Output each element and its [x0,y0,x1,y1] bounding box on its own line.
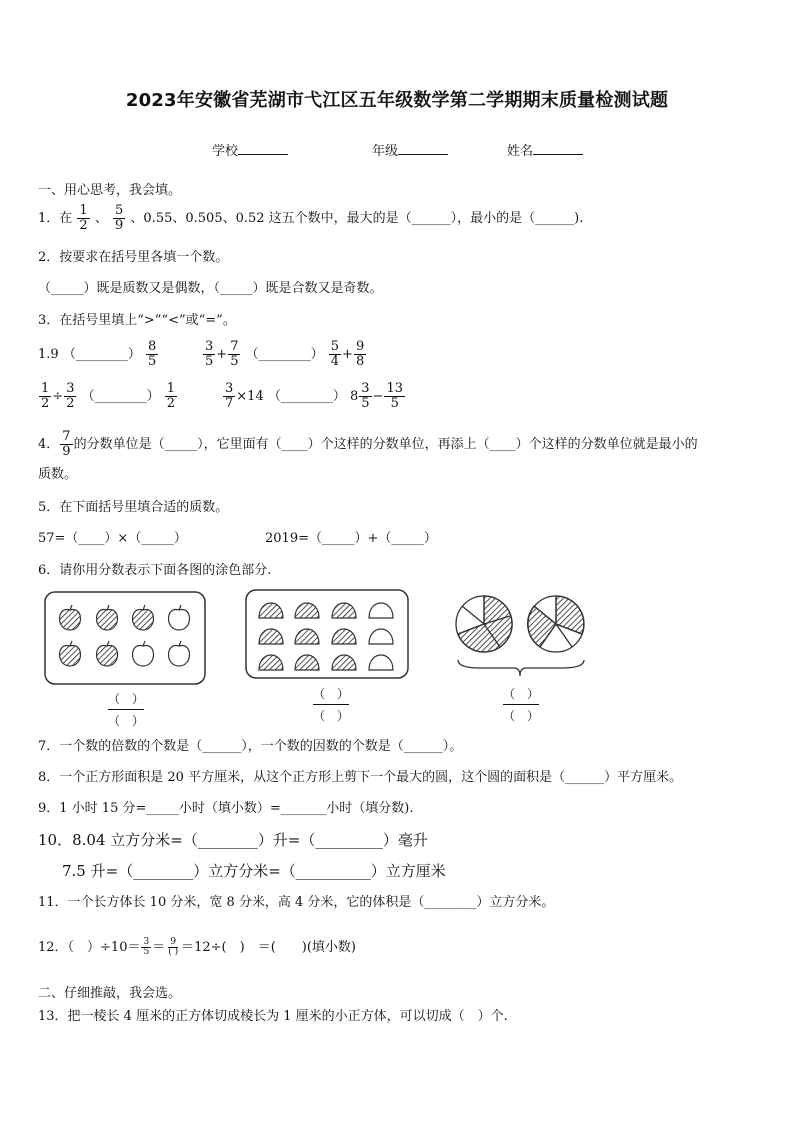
school-field [212,140,288,159]
fraction: $\frac{5}{9}$ [115,203,124,233]
question-4-line2: 质数。 [38,467,78,482]
question-10-line1: 10．8.04 立方分米=（________）升=（_________）毫升 [38,831,428,849]
fraction: $\frac{1}{2}$ [79,203,88,233]
answer-fraction-1: （ ） （ ） [108,692,145,728]
apple-icons [60,605,190,666]
circle-figures [456,596,584,676]
question-10-line2: 7.5 升=（________）立方分米=（__________）立方厘米 [62,862,446,880]
question-8: 8．一个正方形面积是 20 平方厘米，从这个正方形上剪下一个最大的圆，这个圆的面积是（______）平方厘米。 [38,770,683,785]
question-7: 7．一个数的倍数的个数是（______），一个数的因数的个数是（______）。 [38,739,463,754]
question-4: 4． $\frac{7}{9}$ 的分数单位是（_____），它里面有（____）个这样的分数单位，再添上（____）个这样的分数单位就是最小的 [38,429,698,459]
question-13: 13．把一棱长 4 厘米的正方体切成棱长为 1 厘米的小正方体，可以切成（ ）个. [38,1009,508,1024]
name-field [507,140,583,159]
question-5-eq1: 57=（____）×（_____） [38,531,187,546]
section-2-heading: 二、仔细推敲，我会选。 [38,986,182,1001]
question-6: 6．请你用分数表示下面各图的涂色部分. [38,563,272,578]
answer-fraction-3: （ ） （ ） [503,687,540,723]
question-11: 11．一个长方体长 10 分米，宽 8 分米，高 4 分米，它的体积是（________）立方分米。 [38,895,555,910]
question-2: 2．按要求在括号里各填一个数。 [38,250,229,265]
question-5-eq2: 2019=（_____）+（_____） [265,531,437,546]
name-label: 姓名 [507,144,534,159]
question-2-line: （_____）既是质数又是偶数，（_____）既是合数又是奇数。 [38,281,383,296]
question-3: 3．在括号里填上“>”“<”或“=”。 [38,313,236,328]
question-3c: $\frac{1}{2}$ ÷ $\frac{3}{2}$ （________） $\frac{1}{2}$ [41,381,176,411]
section-1-heading: 一、用心思考，我会填。 [38,183,182,198]
answer-fraction-2: （ ） （ ） [313,687,350,723]
question-3d: $\frac{3}{7}$ ×14 （________） 8 $\frac{3}{5}$ − $\frac{13}{5}$ [225,381,404,411]
grade-field [372,140,448,159]
question-3a: 1.9 （________） $\frac{8}{5}$ [38,339,157,369]
question-3b: $\frac{3}{5}$ + $\frac{7}{5}$ （________） $\frac{5}{4}$ + $\frac{9}{8}$ [205,339,365,369]
school-label: 学校 [212,144,239,159]
question-9: 9．1 小时 15 分=_____小时（填小数）=_______小时（填分数). [38,801,414,816]
grade-label: 年级 [372,144,399,159]
question-5: 5．在下面括号里填合适的质数。 [38,500,229,515]
question-12: 12．（ ）÷10＝ $\frac{3}{5}$ ＝ $\frac{9}{( )}$ ＝12÷( ) ＝( )(填小数) [38,937,356,957]
question-1: 1．在 $\frac{1}{2}$ 、 $\frac{5}{9}$ 、0.55、0.505、0.52 这五个数中，最大的是（______），最小的是（______). [38,203,584,233]
bun-icons [259,603,393,670]
page-title: 2023年安徽省芜湖市弋江区五年级数学第二学期期末质量检测试题 [125,90,669,111]
